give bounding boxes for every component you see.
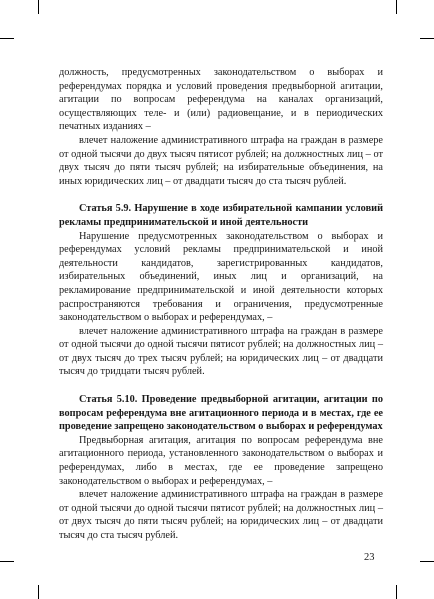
crop-mark — [0, 561, 14, 562]
crop-mark — [38, 0, 39, 14]
paragraph: Предвыборная агитация, агитация по вопросам референдума вне агитационного периода, установленного законодательством о выборах и референдумах, либо в местах, где ее проведение запрещено законодательством о выборах и референдумах, – — [59, 434, 383, 487]
paragraph: Нарушение предусмотренных законодательством о выборах и референдумах условий рекламы предпринимательской и иной деятельности кандидатов, зарегистрированных кандидатов, избирательных объединений, иных лиц и организаций, на рекламирование предпринимательской и иной деятельности которых распространяются требования и ограничения, предусмотренные законодательством о выборах и референдумах, – — [59, 230, 383, 324]
page-body — [59, 66, 383, 543]
article-heading: Статья 5.10. Проведение предвыборной агитации, агитации по вопросам референдума вне агитационного периода и в местах, где ее проведение запрещено законодательством о выборах и референдумах — [59, 394, 383, 433]
paragraph: влечет наложение административного штрафа на граждан в размере от одной тысячи до одной тысячи пятисот рублей; на должностных лиц – от двух тысяч до пяти тысяч рублей; на юридических лиц – от двадцати тысяч до ста тысяч рублей. — [59, 489, 383, 541]
page-number: 23 — [364, 552, 375, 563]
crop-mark — [420, 38, 434, 39]
crop-mark — [420, 561, 434, 562]
paragraph: влечет наложение административного штрафа на граждан в размере от одной тысячи до одной тысячи пятисот рублей; на должностных лиц – от двух тысяч до трех тысяч рублей; на юридических лиц – от двадцати тысяч до тридцати тысяч рублей. — [59, 325, 383, 378]
paragraph: влечет наложение административного штрафа на граждан в размере от одной тысячи до двух тысяч пятисот рублей; на должностных лиц – от двух тысяч до пяти тысяч рублей; на избирательные объединения, на иных юридических лиц – от двадцати тысяч до ста тысяч рублей. — [59, 134, 383, 187]
crop-mark — [0, 38, 14, 39]
crop-mark — [396, 585, 397, 599]
crop-mark — [38, 585, 39, 599]
crop-mark — [396, 0, 397, 14]
paragraph: должность, предусмотренных законодательством о выборах и референдумах порядка и условий проведения предвыборной агитации, агитации по вопросам референдума на каналах организаций, осуществляющих теле- и (или) радиовещание, и в периодических печатных изданиях – — [59, 67, 383, 133]
article-heading: Статья 5.9. Нарушение в ходе избирательной кампании условий рекламы предпринимательской и иной деятельности — [59, 203, 383, 228]
